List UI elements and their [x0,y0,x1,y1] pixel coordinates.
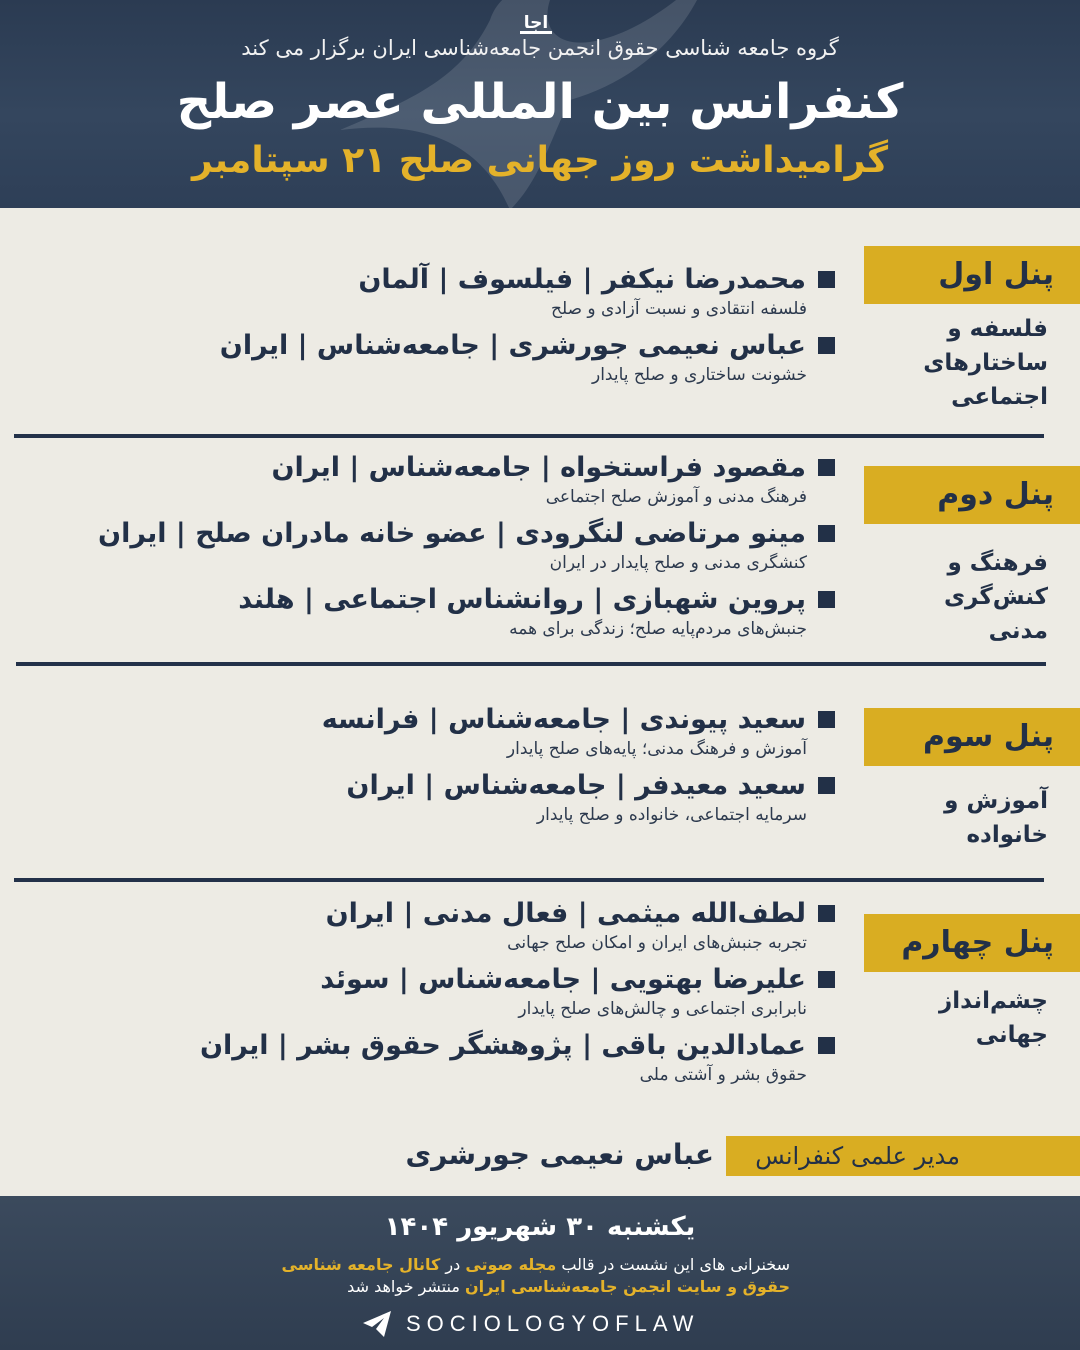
panel-1-topic: فلسفه و ساختارهای اجتماعی [923,316,1048,410]
bullet-square-icon [818,1037,835,1054]
speaker-name: سعید پیوندی | جامعه‌شناس | فرانسه [321,704,806,735]
note-text: منتشر خواهد شد [347,1277,460,1296]
speaker-item [220,330,835,385]
footer-banner [0,1196,1080,1350]
panel-2-topic: فرهنگ و کنش‌گری مدنی [943,550,1048,644]
panel-3-label: پنل سوم [864,708,1080,766]
speaker-name: مقصود فراستخواه | جامعه‌شناس | ایران [271,452,806,483]
speaker-name: محمدرضا نیکفر | فیلسوف | آلمان [358,264,806,295]
speaker-name: پروین شهبازی | روانشناس اجتماعی | هلند [238,584,806,615]
speaker-item [238,584,835,639]
bullet-square-icon [818,525,835,542]
bullet-square-icon [818,777,835,794]
speaker-topic: جنبش‌های مردم‌پایه صلح؛ زندگی برای همه [509,619,807,639]
speaker-item [320,964,835,1019]
channel-highlight: کانال جامعه شناسی حقوق و سایت انجمن جامعه‌شناسی ایران [281,1255,790,1296]
publication-note [270,1254,790,1298]
bullet-square-icon [818,271,835,288]
telegram-icon [362,1310,392,1338]
speaker-topic: خشونت ساختاری و صلح پایدار [592,365,807,385]
speaker-item [271,452,835,507]
bullet-square-icon [818,711,835,728]
speaker-name: سعید معیدفر | جامعه‌شناس | ایران [346,770,806,801]
bullet-square-icon [818,459,835,476]
panel-4-topic: چشم‌انداز جهانی [939,988,1048,1048]
note-text: سخنرانی های این نشست در قالب [561,1255,790,1274]
speaker-name: عباس نعیمی جورشری | جامعه‌شناس | ایران [219,330,806,361]
speaker-topic: حقوق بشر و آشتی ملی [639,1065,807,1085]
director-name: عباس نعیمی جورشری [405,1138,714,1171]
brand-name: SOCIOLOGYOFLAW [406,1311,700,1336]
bullet-square-icon [818,905,835,922]
speaker-topic: کنشگری مدنی و صلح پایدار در ایران [549,553,807,573]
section-divider [14,878,1044,882]
speaker-item [200,1030,835,1085]
panel-3-topic: آموزش و خانواده [944,788,1048,848]
speaker-item [98,518,835,573]
speaker-item [322,704,835,759]
conference-title: کنفرانس بین المللی عصر صلح [176,74,904,130]
speaker-item [358,264,835,319]
director-label: مدیر علمی کنفرانس [726,1136,1080,1176]
speaker-topic: آموزش و فرهنگ مدنی؛ پایه‌های صلح پایدار [506,739,807,759]
speaker-topic: نابرابری اجتماعی و چالش‌های صلح پایدار [518,999,807,1019]
section-divider [16,662,1046,666]
speaker-name: لطف‌الله میثمی | فعال مدنی | ایران [325,898,806,929]
speaker-topic: فرهنگ مدنی و آموزش صلح اجتماعی [545,487,807,507]
audio-magazine-highlight: مجله صوتی [465,1255,557,1274]
association-logo: اجا [520,12,552,34]
bullet-square-icon [818,337,835,354]
event-date: یکشنبه ۳۰ شهریور ۱۴۰۴ [384,1212,696,1242]
speaker-topic: فلسفه انتقادی و نسبت آزادی و صلح [550,299,807,319]
panel-1-label: پنل اول [864,246,1080,304]
panel-4-label: پنل چهارم [864,914,1080,972]
section-divider [14,434,1044,438]
speaker-name: مینو مرتاضی لنگرودی | عضو خانه مادران صلح | ایران [98,518,806,549]
speaker-topic: سرمایه اجتماعی، خانواده و صلح پایدار [536,805,807,825]
conference-subtitle: گرامیداشت روز جهانی صلح ۲۱ سپتامبر [191,140,889,181]
note-text: در [445,1255,461,1274]
header-banner [0,0,1080,208]
brand-footer [362,1308,699,1340]
speaker-name: علیرضا بهتویی | جامعه‌شناس | سوئد [320,964,806,995]
speaker-item [346,770,835,825]
speaker-item [326,898,835,953]
speaker-name: عمادالدین باقی | پژوهشگر حقوق بشر | ایران [199,1030,806,1061]
organizer-text: گروه جامعه شناسی حقوق انجمن جامعه‌شناسی ایران برگزار می کند [241,36,839,60]
panel-2-label: پنل دوم [864,466,1080,524]
bullet-square-icon [818,971,835,988]
bullet-square-icon [818,591,835,608]
speaker-topic: تجربه جنبش‌های ایران و امکان صلح جهانی [507,933,807,953]
